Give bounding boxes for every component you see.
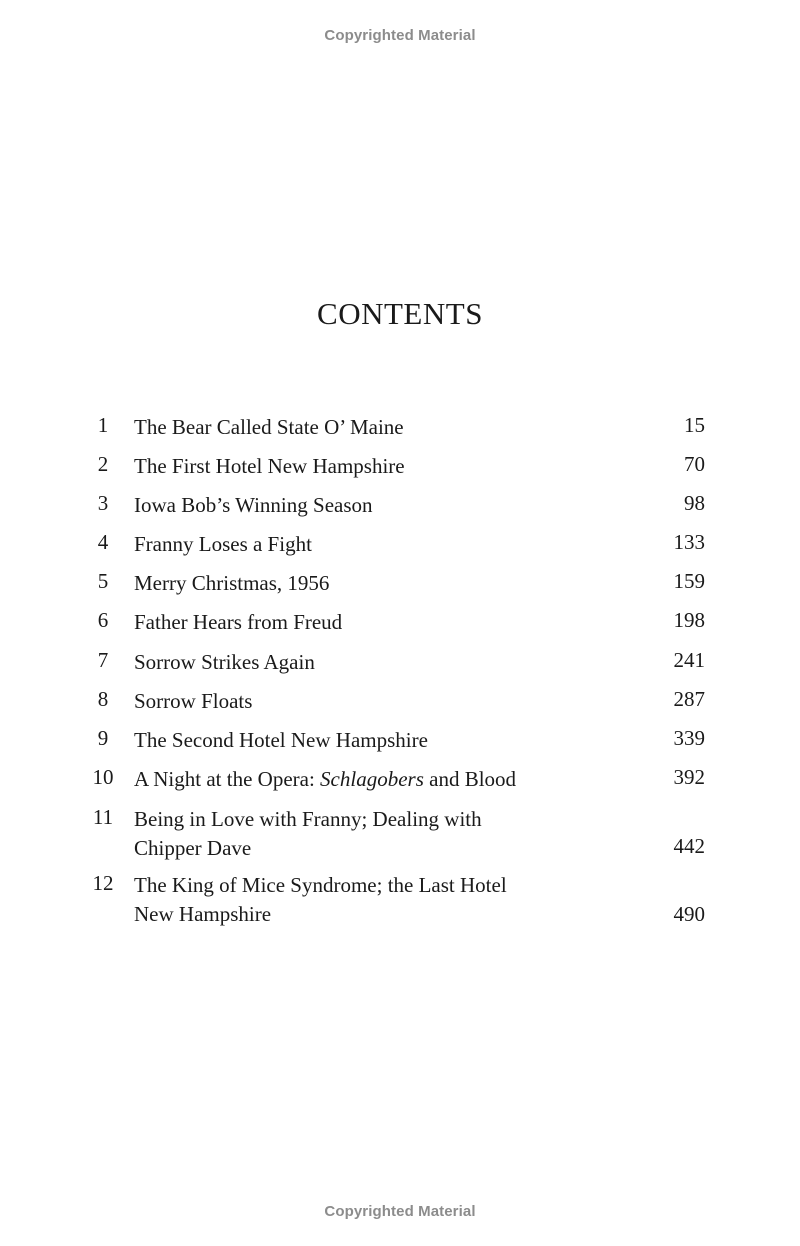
chapter-title [134,765,614,794]
page-number: 198 [673,608,705,632]
page-title: CONTENTS [317,296,483,331]
chapter-title: Father Hears from Freud [134,610,343,634]
page-number: 392 [673,765,705,789]
chapter-title: Sorrow Strikes Again [134,650,315,674]
chapter-title: The Second Hotel New Hampshire [134,728,428,752]
page-number: 159 [673,569,705,593]
page-number: 241 [673,648,705,672]
page-number: 15 [684,413,705,437]
page-number: 490 [673,902,705,926]
page-number: 70 [684,452,705,476]
chapter-number: 3 [97,491,109,515]
chapter-title: The King of Mice Syndrome; the Last Hotel New Hampshire [134,873,507,926]
chapter-number: 5 [97,569,109,593]
chapter-title: Iowa Bob’s Winning Season [134,493,373,517]
title-text: and Blood [423,767,517,791]
chapter-number: 12 [92,871,114,895]
chapter-title: The First Hotel New Hampshire [134,454,405,478]
chapter-number: 4 [97,530,109,554]
watermark-top: Copyrighted Material [324,27,476,44]
page-number: 133 [673,530,705,554]
chapter-number: 11 [92,805,114,829]
chapter-title: Being in Love with Franny; Dealing with Chipper Dave [134,807,482,860]
chapter-number: 9 [97,726,109,750]
page-number: 442 [673,834,705,858]
watermark-bottom: Copyrighted Material [324,1203,476,1220]
chapter-number: 6 [97,608,109,632]
chapter-number: 10 [92,765,114,789]
chapter-title: The Bear Called State O’ Maine [134,415,404,439]
chapter-title: Merry Christmas, 1956 [134,571,330,595]
chapter-number: 1 [97,413,109,437]
chapter-number: 8 [97,687,109,711]
chapter-title: Franny Loses a Fight [134,532,312,556]
page-number: 339 [673,726,705,750]
italic-title-text: Schlagobers [320,767,424,791]
chapter-title: Sorrow Floats [134,689,253,713]
title-text: A Night at the Opera: [134,767,321,791]
page-number: 98 [684,491,705,515]
chapter-number: 7 [97,648,109,672]
chapter-number: 2 [97,452,109,476]
page-number: 287 [673,687,705,711]
